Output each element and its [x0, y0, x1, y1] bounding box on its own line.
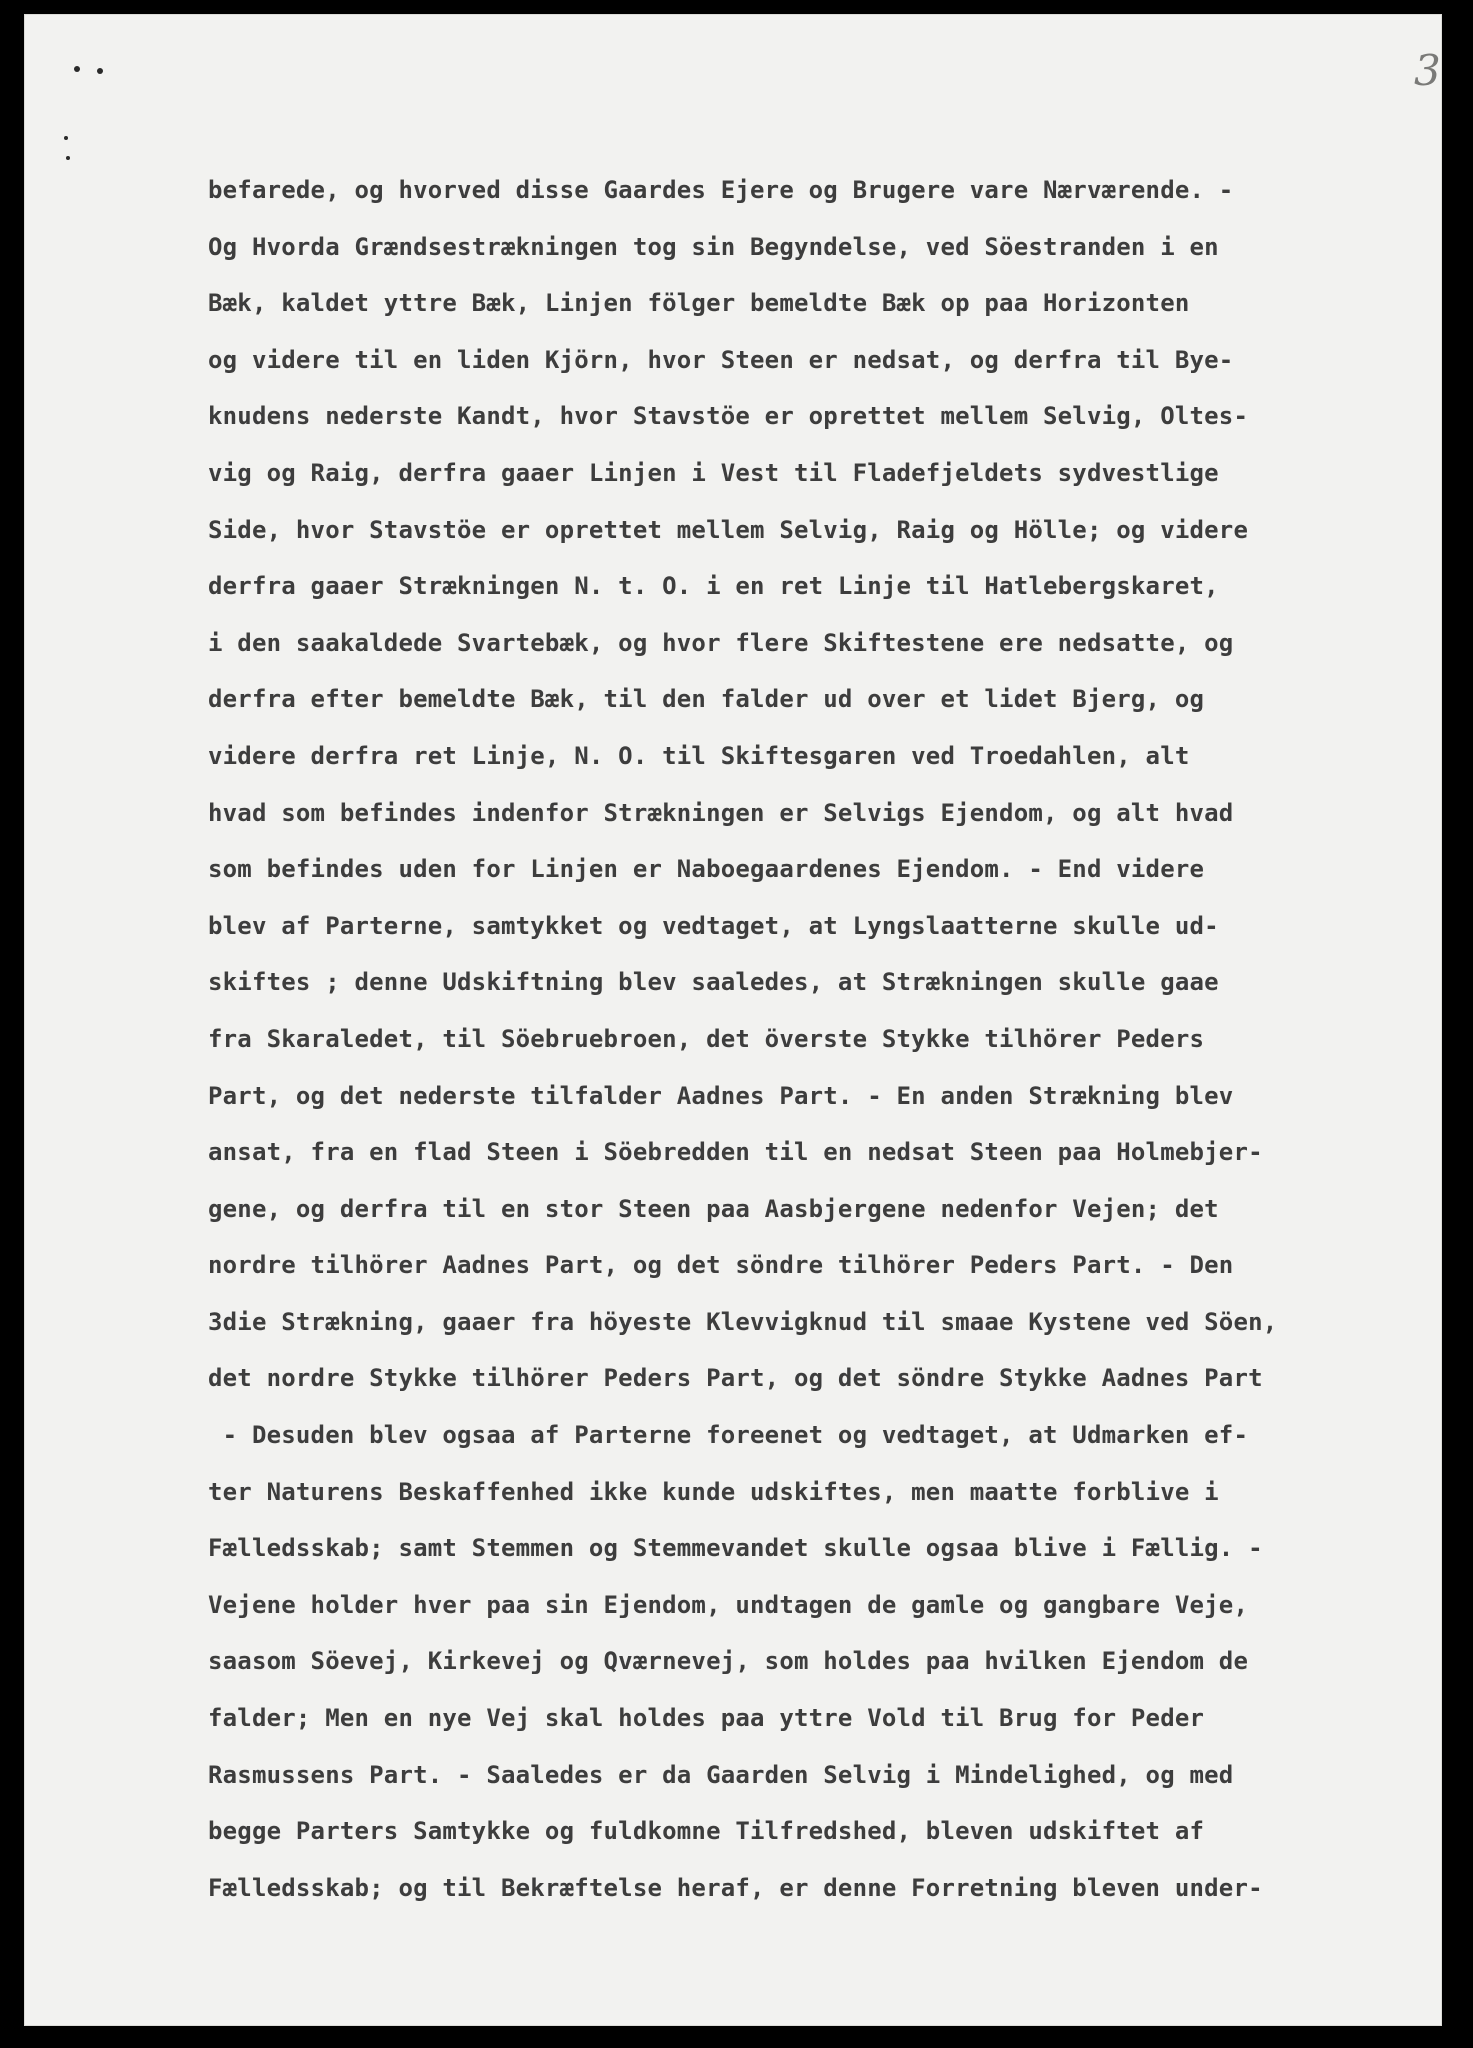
text-line: som befindes uden for Linjen er Naboegaardenes Ejendom. - End videre — [208, 855, 1205, 884]
text-line: Side, hvor Stavstöe er oprettet mellem Selvig, Raig og Hölle; og videre — [208, 515, 1249, 544]
text-line: det nordre Stykke tilhörer Peders Part, og det söndre Stykke Aadnes Part — [208, 1364, 1263, 1393]
text-line: begge Parters Samtykke og fuldkomne Tilfredshed, bleven udskiftet af — [208, 1817, 1205, 1846]
text-line: knudens nederste Kandt, hvor Stavstöe er oprettet mellem Selvig, Oltes- — [208, 402, 1249, 431]
text-line: gene, og derfra til en stor Steen paa Aasbjergene nedenfor Vejen; det — [208, 1194, 1219, 1223]
text-line: falder; Men en nye Vej skal holdes paa yttre Vold til Brug for Peder — [208, 1704, 1205, 1733]
text-line: Vejene holder hver paa sin Ejendom, undtagen de gamle og gangbare Veje, — [208, 1590, 1249, 1619]
text-line: Og Hvorda Grændsestrækningen tog sin Begyndelse, ved Söestranden i en — [208, 232, 1219, 261]
text-line: Bæk, kaldet yttre Bæk, Linjen fölger bemeldte Bæk op paa Horizonten — [208, 289, 1190, 318]
text-line: derfra efter bemeldte Bæk, til den falder ud over et lidet Bjerg, og — [208, 685, 1205, 714]
text-line: 3die Strækning, gaaer fra höyeste Klevvigknud til smaae Kystene ved Söen, — [208, 1307, 1278, 1336]
punch-mark — [97, 68, 103, 74]
text-line: ansat, fra en flad Steen i Söebredden til en nedsat Steen paa Holmebjer- — [208, 1138, 1263, 1167]
text-line: derfra gaaer Strækningen N. t. O. i en ret Linje til Hatlebergskaret, — [208, 572, 1219, 601]
text-line: fra Skaraledet, til Söebruebroen, det överste Stykke tilhörer Peders — [208, 1024, 1205, 1053]
text-line: blev af Parterne, samtykket og vedtaget, at Lyngslaatterne skulle ud- — [208, 911, 1219, 940]
text-line: saasom Söevej, Kirkevej og Qværnevej, som holdes paa hvilken Ejendom de — [208, 1647, 1249, 1676]
text-line: Fælledsskab; samt Stemmen og Stemmevandet skulle ogsaa blive i Fællig. - — [208, 1534, 1263, 1563]
text-line: hvad som befindes indenfor Strækningen er Selvigs Ejendom, og alt hvad — [208, 798, 1234, 827]
text-line: - Desuden blev ogsaa af Parterne foreenet og vedtaget, at Udmarken ef- — [208, 1421, 1249, 1450]
text-line: Fælledsskab; og til Bekræftelse heraf, er denne Forretning bleven under- — [208, 1873, 1263, 1902]
punch-mark — [66, 156, 70, 160]
text-line: Part, og det nederste tilfalder Aadnes Part. - En anden Strækning blev — [208, 1081, 1234, 1110]
text-line: og videre til en liden Kjörn, hvor Steen er nedsat, og derfra til Bye- — [208, 345, 1234, 374]
text-line: skiftes ; denne Udskiftning blev saaledes, at Strækningen skulle gaae — [208, 968, 1219, 997]
typed-body-text — [208, 162, 1428, 1916]
text-line: i den saakaldede Svartebæk, og hvor flere Skiftestene ere nedsatte, og — [208, 628, 1234, 657]
text-line: videre derfra ret Linje, N. O. til Skiftesgaren ved Troedahlen, alt — [208, 741, 1190, 770]
page-number: 3 — [1414, 46, 1441, 95]
text-line: Rasmussens Part. - Saaledes er da Gaarden Selvig i Mindelighed, og med — [208, 1760, 1234, 1789]
punch-mark — [74, 66, 80, 72]
text-line: ter Naturens Beskaffenhed ikke kunde udskiftes, men maatte forblive i — [208, 1477, 1219, 1506]
text-line: nordre tilhörer Aadnes Part, og det söndre tilhörer Peders Part. - Den — [208, 1251, 1234, 1280]
text-line: befarede, og hvorved disse Gaardes Ejere og Brugere vare Nærværende. - — [208, 176, 1234, 204]
text-line: vig og Raig, derfra gaaer Linjen i Vest til Fladefjeldets sydvestlige — [208, 458, 1219, 487]
punch-mark — [64, 136, 68, 140]
